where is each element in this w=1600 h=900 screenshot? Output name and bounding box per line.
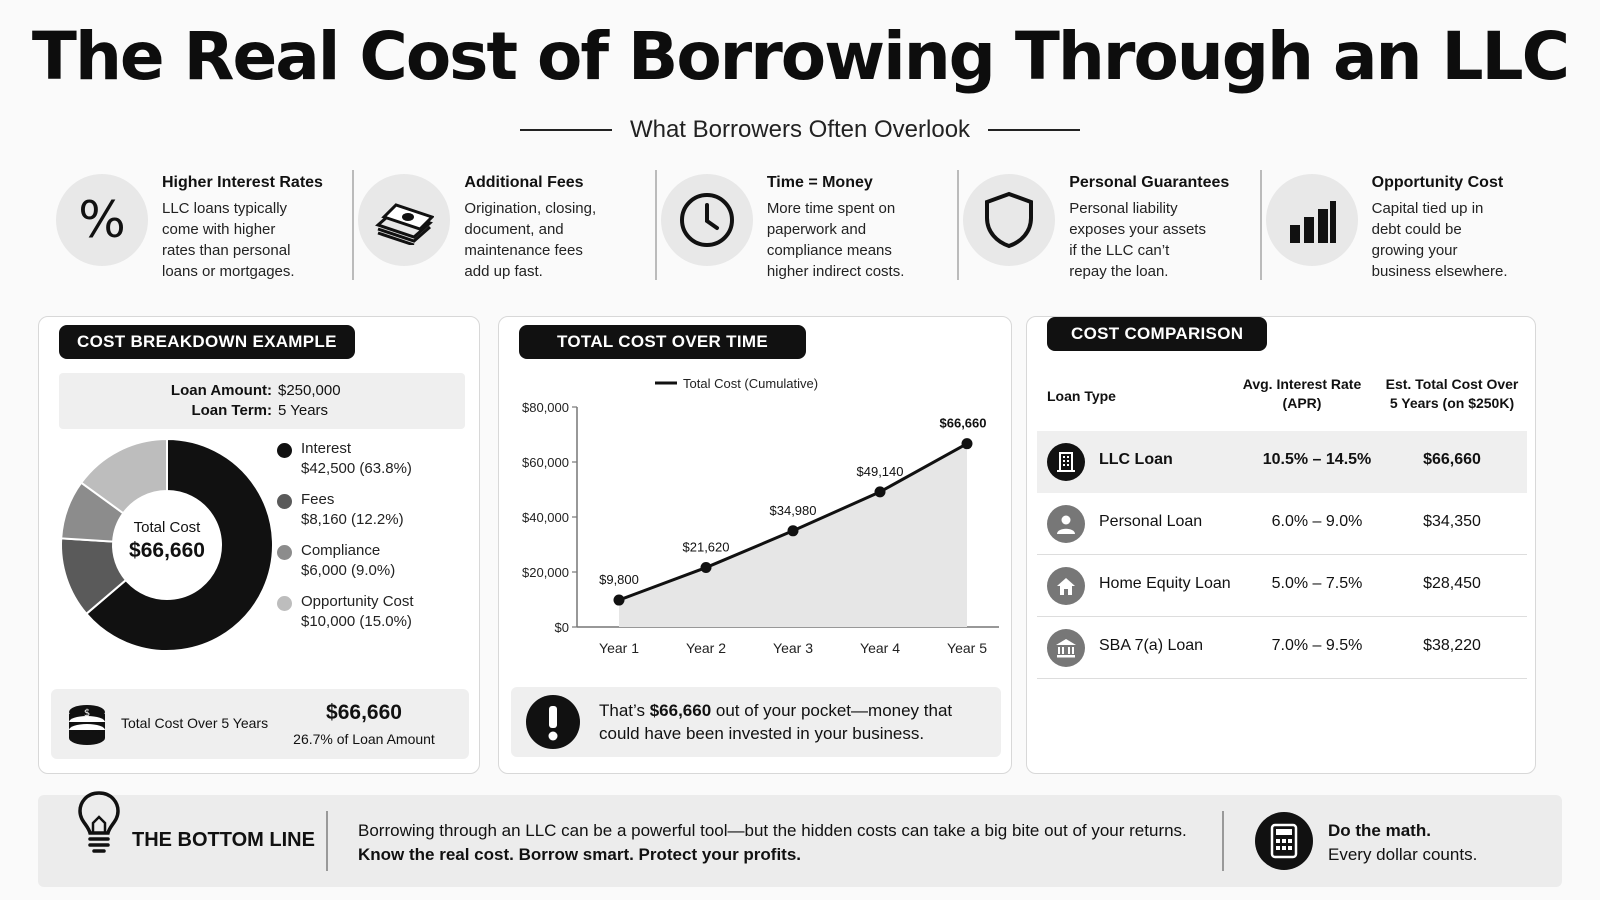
cost-breakdown-panel [38,316,480,774]
data-point [788,525,799,536]
table-row [1037,555,1527,617]
percent-icon: % [56,174,148,266]
data-point [701,562,712,573]
interest-rate: 7.0% – 9.5% [1271,637,1363,654]
loan-term-label: Loan Term: [191,402,272,419]
legend-label: Total Cost (Cumulative) [683,376,819,391]
legend-value: $6,000 (9.0%) [301,562,396,579]
panel-tag: COST COMPARISON [1047,317,1267,351]
y-tick-label: $40,000 [522,510,569,525]
legend-item [301,439,412,479]
feature-title: Opportunity Cost [1371,174,1504,191]
divider [1222,811,1224,871]
legend-swatch [277,494,292,509]
feature-title: Time = Money [766,174,873,191]
header-total-cost: Est. Total Cost Over 5 Years (on $250K) [1385,376,1519,411]
x-tick-label: Year 1 [599,640,639,656]
total-cost-box [51,689,469,759]
house-icon [1047,567,1085,605]
data-label: $49,140 [856,463,904,479]
feature-title: Personal Guarantees [1069,174,1230,191]
coin-stack-icon [65,702,109,746]
money-stack-icon [358,174,450,266]
total-cost: $28,450 [1423,575,1481,592]
subtitle-rule-left [520,129,612,131]
x-tick-label: Year 3 [773,640,813,656]
legend-name: Opportunity Cost [301,593,414,610]
loan-amount: $250,000 [278,382,341,399]
lightbulb-icon [76,789,122,855]
feature-text: Capital tied up in debt could be growing your business elsewhere. [1371,200,1508,280]
data-label: $21,620 [682,539,730,555]
feature-text: LLC loans typically come with higher rates than personal loans or mortgages. [162,200,295,280]
legend-value: $42,500 (63.8%) [301,460,412,477]
feature-text: More time spent on paperwork and compliance means higher indirect costs. [766,200,905,280]
loan-summary [59,373,465,429]
warning-text: That’s $66,660 out of your pocket—money that could have been invested in your business. [599,701,953,743]
feature-title: Additional Fees [464,174,584,191]
feature-text: Personal liability exposes your assets if the LLC can’t repay the loan. [1069,200,1206,280]
clock-icon [661,174,753,266]
feature-opportunity-cost [1262,170,1562,280]
table-row [1037,431,1527,493]
feature-higher-interest [52,170,354,280]
bottom-cta: Do the math. Every dollar counts. [1328,821,1478,864]
page-title: The Real Cost of Borrowing Through an LLC [31,18,1569,95]
data-point [875,486,886,497]
interest-rate: 5.0% – 7.5% [1271,575,1363,592]
loan-type: LLC Loan [1099,451,1173,468]
person-icon [1047,505,1085,543]
divider [326,811,328,871]
legend-name: Interest [301,440,352,457]
y-tick-label: $20,000 [522,565,569,580]
total-cost-value: $66,660 [326,701,402,724]
bottom-line-text: Borrowing through an LLC can be a powerful tool—but the hidden costs can take a big bite out of your returns. Know the real cost. Borrow smart. Protect your profits. [358,821,1187,864]
interest-rate: 6.0% – 9.0% [1271,513,1363,530]
total-cost-over-time-panel [498,316,1012,774]
legend-swatch [277,545,292,560]
warning-box [511,687,1001,757]
data-label: $34,980 [769,502,817,518]
panel-tag: TOTAL COST OVER TIME [519,325,806,359]
legend-swatch [277,443,292,458]
panel-tag: COST BREAKDOWN EXAMPLE [59,325,355,359]
y-tick-label: $60,000 [522,455,569,470]
line-chart [499,365,1013,665]
y-tick-label: $80,000 [522,400,569,415]
header-interest-rate: Avg. Interest Rate (APR) [1242,376,1362,411]
bar-chart-icon [1266,174,1358,266]
bank-icon [1047,629,1085,667]
legend-value: $10,000 (15.0%) [301,613,412,630]
building-icon [1047,443,1085,481]
data-label: $66,660 [939,415,987,431]
x-tick-label: Year 4 [860,640,900,656]
subtitle-rule-right [988,129,1080,131]
total-cost: $38,220 [1423,637,1481,654]
legend-name: Compliance [301,542,381,559]
table-row [1037,493,1527,555]
loan-type: SBA 7(a) Loan [1099,637,1204,654]
subtitle-row [0,116,1600,144]
data-point [962,438,973,449]
loan-type: Personal Loan [1099,513,1203,530]
calculator-icon [1254,811,1314,871]
total-cost: $66,660 [1423,451,1481,468]
feature-additional-fees [354,170,656,280]
bottom-line-bar [38,795,1562,887]
legend-value: $8,160 (12.2%) [301,511,404,528]
header-loan-type: Loan Type [1047,388,1116,404]
exclamation-icon [525,694,581,750]
donut-center-label: Total Cost [133,519,201,536]
legend-swatch [277,596,292,611]
total-cost-label: Total Cost Over 5 Years [121,715,269,731]
feature-text: Origination, closing, document, and maintenance fees add up fast. [464,200,597,280]
cost-comparison-panel [1026,316,1536,774]
total-cost-percent: 26.7% of Loan Amount [293,731,435,747]
feature-time-money [657,170,959,280]
data-point [614,595,625,606]
feature-personal-guarantees [959,170,1261,280]
table-row [1037,617,1527,679]
x-tick-label: Year 2 [686,640,726,656]
shield-icon [963,174,1055,266]
feature-title: Higher Interest Rates [162,174,323,191]
total-cost: $34,350 [1423,513,1481,530]
donut-center-value: $66,660 [129,539,205,562]
loan-amount-label: Loan Amount: [170,382,272,399]
data-label: $9,800 [599,572,639,588]
loan-type: Home Equity Loan [1099,575,1231,592]
legend-item [301,541,395,581]
legend-item [301,490,404,530]
legend-name: Fees [301,491,335,508]
subtitle: What Borrowers Often Overlook [629,116,971,143]
x-tick-label: Year 5 [947,640,987,656]
y-tick-label: $0 [554,620,569,635]
loan-term: 5 Years [278,402,329,419]
legend-item [301,592,414,632]
svg-text:$: $ [83,708,91,719]
bottom-line-label: THE BOTTOM LINE [132,829,315,851]
feature-strip [52,170,1562,280]
interest-rate: 10.5% – 14.5% [1262,451,1372,468]
